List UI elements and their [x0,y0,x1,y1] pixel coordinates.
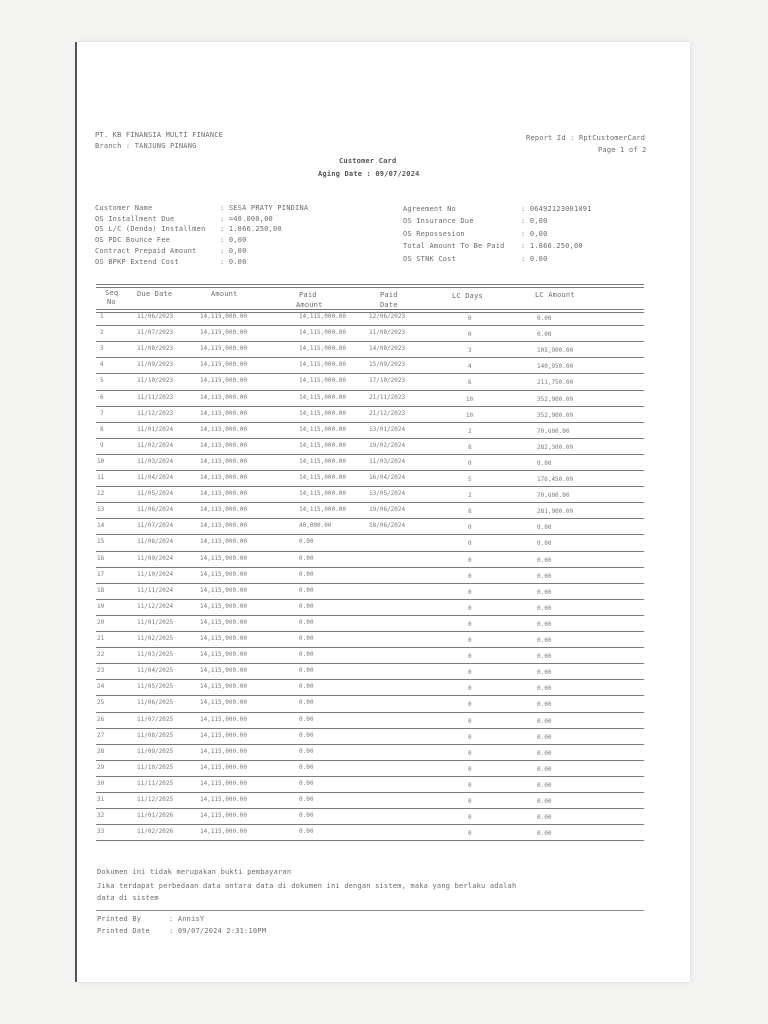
info-right-field-value: : 1.866.250,00 [521,242,583,251]
info-left-field-label: Customer Name [95,204,153,212]
due-date-cell: 11/12/2023 [137,409,174,417]
row-divider [96,486,644,487]
row-divider [96,776,644,777]
seq-cell: 18 [97,586,105,594]
lc-days-cell: 0 [468,572,472,580]
lc-amount-cell: 0.00 [537,524,552,532]
printed-by-label: Printed By [97,915,142,923]
info-left-field-value: : 0,00 [220,246,247,255]
paid-amount-cell: 0.00 [299,586,314,594]
amount-cell: 14,115,000.00 [200,635,247,642]
lc-amount-cell: 0.00 [537,315,552,322]
printed-date-value: : 09/07/2024 2:31:10PM [169,927,267,935]
amount-cell: 14,115,000.00 [200,602,247,610]
info-left-field-value: : 0,00 [220,236,247,245]
row-divider [96,390,644,391]
lc-days-cell: 0 [468,588,472,596]
info-left-field-label: OS BPKP Extend Cost [95,257,179,266]
amount-cell: 14,115,000.00 [200,667,247,675]
row-divider [96,325,644,326]
lc-amount-cell: 0.00 [537,733,552,741]
lc-days-cell: 0 [468,669,472,677]
due-date-cell: 11/04/2025 [137,667,174,675]
amount-cell: 14,115,000.00 [200,618,247,626]
due-date-cell: 11/02/2026 [137,828,174,836]
amount-cell: 14,115,000.00 [200,812,247,820]
seq-cell: 16 [97,554,105,562]
row-divider [96,840,644,841]
paid-date-cell: 14/08/2023 [369,345,406,353]
amount-cell: 14,115,000.00 [200,747,247,755]
amount-cell: 14,115,000.00 [200,441,247,449]
amount-cell: 14,115,000.00 [200,763,247,771]
company-name: PT. KB FINANSIA MULTI FINANCE [95,131,224,139]
seq-cell: 22 [97,651,105,659]
lc-days-cell: 2 [468,427,472,435]
paid-amount-cell: 0.00 [299,554,314,562]
seq-cell: 5 [100,377,104,385]
due-date-cell: 11/09/2023 [137,361,174,369]
due-date-cell: 11/08/2024 [137,538,174,546]
lc-amount-cell: 0.00 [537,572,552,580]
amount-cell: 14,115,000.00 [200,522,247,530]
info-left-field-label: OS PDC Bounce Fee [95,236,171,245]
paid-amount-cell: 0.00 [299,763,314,771]
row-divider [96,454,644,455]
due-date-cell: 11/07/2023 [137,329,174,337]
amount-cell: 14,115,000.00 [200,538,247,546]
row-divider [96,551,644,552]
due-date-cell: 11/10/2024 [137,570,174,578]
row-divider [96,744,644,745]
paid-amount-cell: 0.00 [299,651,314,659]
due-date-cell: 11/09/2025 [137,747,174,755]
col-header-paid-amount-2: Amount [296,301,323,309]
seq-cell: 12 [97,490,105,498]
paid-amount-cell: 14,115,000.00 [299,457,346,465]
amount-cell: 14,115,000.00 [200,506,247,514]
seq-cell: 9 [100,441,104,449]
lc-amount-cell: 0.00 [537,798,552,805]
aging-date: Aging Date : 09/07/2024 [318,170,420,178]
lc-amount-cell: 352,900.00 [537,411,574,419]
paid-amount-cell: 14,115,000.00 [299,345,346,353]
lc-amount-cell: 0.00 [537,604,552,612]
paid-amount-cell: 14,115,000.00 [299,361,346,369]
branch-name: Branch : TANJUNG PINANG [95,142,197,150]
row-divider [96,615,644,616]
info-left-field-label: OS Installment Due [95,214,175,223]
lc-amount-cell: 0.00 [537,620,552,628]
lc-amount-cell: 0.00 [537,830,552,838]
amount-cell: 14,115,000.00 [200,377,247,385]
seq-cell: 10 [97,457,105,465]
due-date-cell: 11/11/2025 [137,779,174,787]
lc-days-cell: 0 [468,315,472,322]
info-right-field-label: OS Insurance Due [403,217,474,226]
footer-rule [96,910,644,911]
due-date-cell: 11/07/2025 [137,715,174,723]
lc-days-cell: 6 [468,379,472,387]
lc-days-cell: 0 [468,749,472,757]
paid-amount-cell: 0.00 [299,618,314,626]
lc-amount-cell: 0.00 [537,765,552,773]
amount-cell: 14,115,000.00 [200,393,247,401]
lc-amount-cell: 0.00 [537,814,552,822]
due-date-cell: 11/09/2024 [137,554,174,562]
lc-days-cell: 0 [468,331,472,339]
lc-amount-cell: 211,750.00 [537,379,574,387]
lc-days-cell: 0 [468,459,472,467]
row-divider [96,824,644,825]
amount-cell: 14,115,000.00 [200,699,247,707]
paid-amount-cell: 0.00 [299,828,314,836]
paid-date-cell: 13/05/2024 [369,490,406,498]
paid-date-cell: 16/04/2024 [369,474,406,481]
row-divider [96,583,644,584]
paid-amount-cell: 14,115,000.00 [299,441,346,449]
paid-date-cell: 12/06/2023 [369,313,406,320]
due-date-cell: 11/12/2024 [137,602,174,610]
row-divider [96,712,644,713]
lc-days-cell: 4 [468,363,472,371]
lc-amount-cell: 0.00 [537,459,552,467]
lc-amount-cell: 0.00 [537,701,552,709]
row-divider [96,341,644,342]
row-divider [96,357,644,358]
lc-days-cell: 0 [468,685,472,693]
lc-days-cell: 0 [468,556,472,564]
seq-cell: 3 [100,345,104,353]
lc-days-cell: 10 [466,411,474,419]
lc-days-cell: 2 [468,492,472,500]
row-divider [96,728,644,729]
table-top-rule [96,284,644,288]
seq-cell: 32 [97,812,105,820]
seq-cell: 8 [100,425,104,433]
amount-cell: 14,115,000.00 [200,779,247,787]
paid-amount-cell: 14,115,000.00 [299,506,346,514]
lc-days-cell: 0 [468,524,472,532]
lc-amount-cell: 281,900.00 [537,508,574,516]
info-right-field-value: : 0,00 [521,229,548,238]
due-date-cell: 11/05/2025 [137,683,174,691]
lc-days-cell: 8 [468,508,472,516]
lc-amount-cell: 0.00 [537,685,552,693]
lc-amount-cell: 70,600.00 [537,427,570,435]
seq-cell: 25 [97,699,105,707]
lc-amount-cell: 352,900.00 [537,395,574,403]
row-divider [96,534,644,535]
seq-cell: 20 [97,618,105,626]
lc-days-cell: 3 [468,347,472,355]
document-title: Customer Card [339,157,397,165]
amount-cell: 14,115,000.00 [200,683,247,691]
info-right-field-label: Total Amount To Be Paid [403,242,505,251]
paid-amount-cell: 0.00 [299,731,314,739]
paid-date-cell: 21/12/2023 [369,409,406,417]
amount-cell: 14,115,000.00 [200,731,247,739]
due-date-cell: 11/04/2024 [137,474,174,481]
lc-amount-cell: 282,300.00 [537,443,574,451]
footer-note-1: Dokumen ini tidak merupakan bukti pembayaran [97,868,292,876]
due-date-cell: 11/02/2025 [137,635,174,642]
seq-cell: 11 [97,474,105,481]
col-header-due-date: Due Date [137,290,173,298]
due-date-cell: 11/10/2025 [137,763,174,771]
lc-days-cell: 0 [468,798,472,805]
document-page [77,42,690,982]
col-header-amount: Amount [211,290,238,298]
info-left-field-value: : 0.00 [220,257,247,266]
seq-cell: 33 [97,828,105,836]
lc-amount-cell: 105,900.00 [537,347,574,355]
lc-days-cell: 0 [468,765,472,773]
paid-date-cell: 19/02/2024 [369,441,406,449]
lc-amount-cell: 0.00 [537,653,552,661]
lc-amount-cell: 0.00 [537,749,552,757]
lc-amount-cell: 0.00 [537,588,552,596]
col-header-no: No [107,298,116,306]
lc-amount-cell: 0.00 [537,331,552,339]
paid-amount-cell: 0.00 [299,812,314,820]
info-right-field-value: : 06492123001091 [521,205,592,213]
paid-date-cell: 11/03/2024 [369,457,406,465]
row-divider [96,438,644,439]
page-number: Page 1 of 2 [598,146,647,154]
lc-amount-cell: 0.00 [537,717,552,725]
lc-days-cell: 8 [468,443,472,451]
row-divider [96,470,644,471]
paid-amount-cell: 0.00 [299,747,314,755]
paid-amount-cell: 0.00 [299,538,314,546]
lc-days-cell: 0 [468,814,472,822]
due-date-cell: 11/01/2025 [137,618,174,626]
paid-amount-cell: 0.00 [299,570,314,578]
amount-cell: 14,115,000.00 [200,329,247,337]
amount-cell: 14,115,000.00 [200,570,247,578]
due-date-cell: 11/11/2024 [137,586,174,594]
amount-cell: 14,115,000.00 [200,361,247,369]
paid-amount-cell: 0.00 [299,796,314,803]
paid-amount-cell: 40,000.00 [299,522,332,530]
row-divider [96,567,644,568]
lc-days-cell: 0 [468,637,472,644]
seq-cell: 13 [97,506,105,514]
paid-amount-cell: 0.00 [299,635,314,642]
amount-cell: 14,115,000.00 [200,651,247,659]
row-divider [96,808,644,809]
footer-note-2: Jika terdapat perbedaan data antara data di dokumen ini dengan sistem, maka yang berlaku adalah [97,882,517,890]
due-date-cell: 11/02/2024 [137,441,174,449]
due-date-cell: 11/08/2025 [137,731,174,739]
row-divider [96,631,644,632]
lc-amount-cell: 0.00 [537,540,552,548]
col-header-lc-amount: LC Amount [535,291,575,299]
amount-cell: 14,115,000.00 [200,796,247,803]
amount-cell: 14,115,000.00 [200,586,247,594]
seq-cell: 28 [97,747,105,755]
seq-cell: 23 [97,667,105,675]
paid-amount-cell: 0.00 [299,683,314,691]
info-left-field-value: : 1.866.250,00 [220,225,282,234]
paid-date-cell: 13/01/2024 [369,425,406,433]
info-left-field-value: : =40.000,00 [220,214,273,223]
amount-cell: 14,115,000.00 [200,490,247,498]
info-right-field-label: Agreement No [403,205,456,213]
paid-amount-cell: 0.00 [299,779,314,787]
amount-cell: 14,115,000.00 [200,425,247,433]
seq-cell: 26 [97,715,105,723]
seq-cell: 31 [97,796,105,803]
lc-days-cell: 5 [468,476,472,483]
seq-cell: 4 [100,361,104,369]
paid-date-cell: 19/06/2024 [369,506,406,514]
col-header-paid-date-2: Date [380,301,398,309]
lc-days-cell: 10 [466,395,474,403]
amount-cell: 14,115,000.00 [200,345,247,353]
due-date-cell: 11/06/2025 [137,699,174,707]
paid-date-cell: 21/11/2023 [369,393,406,401]
paid-amount-cell: 14,115,000.00 [299,313,346,320]
info-right-field-value: : 0.00 [521,254,548,263]
amount-cell: 14,115,000.00 [200,715,247,723]
info-left-field-label: Contract Prepaid Amount [95,246,197,255]
lc-amount-cell: 70,600.00 [537,492,570,500]
amount-cell: 14,115,000.00 [200,409,247,417]
footer-note-3: data di sistem [97,894,159,902]
amount-cell: 14,115,000.00 [200,474,247,481]
row-divider [96,406,644,407]
due-date-cell: 11/10/2023 [137,377,174,385]
lc-days-cell: 0 [468,620,472,628]
seq-cell: 17 [97,570,105,578]
seq-cell: 15 [97,538,105,546]
row-divider [96,679,644,680]
seq-cell: 6 [100,393,104,401]
paid-date-cell: 18/06/2024 [369,522,406,530]
lc-amount-cell: 0.00 [537,556,552,564]
lc-days-cell: 0 [468,540,472,548]
row-divider [96,647,644,648]
seq-cell: 1 [100,313,104,320]
lc-days-cell: 0 [468,830,472,838]
seq-cell: 29 [97,763,105,771]
report-id: Report Id : RptCustomerCard [526,134,646,142]
paid-amount-cell: 0.00 [299,667,314,675]
paid-amount-cell: 14,115,000.00 [299,329,346,337]
due-date-cell: 11/06/2023 [137,313,174,320]
seq-cell: 24 [97,683,105,691]
printed-by-value: : AnnisY [169,915,205,923]
col-header-seq: Seq [105,289,119,297]
paid-amount-cell: 14,115,000.00 [299,490,346,498]
lc-amount-cell: 0.00 [537,781,552,789]
due-date-cell: 11/01/2024 [137,425,174,433]
lc-amount-cell: 0.00 [537,669,552,677]
info-left-field-label: OS L/C (Denda) Installmen [95,225,206,234]
amount-cell: 14,115,000.00 [200,457,247,465]
row-divider [96,663,644,664]
seq-cell: 21 [97,635,105,642]
paid-amount-cell: 14,115,000.00 [299,474,346,481]
info-left-field-value: : SESA PRATY PINDINA [220,204,309,212]
paid-amount-cell: 14,115,000.00 [299,425,346,433]
paid-amount-cell: 0.00 [299,699,314,707]
paid-date-cell: 11/08/2023 [369,329,406,337]
amount-cell: 14,115,000.00 [200,554,247,562]
col-header-lc-days: LC Days [452,292,483,300]
col-header-paid-date: Paid [380,291,398,299]
paid-amount-cell: 0.00 [299,602,314,610]
seq-cell: 2 [100,329,104,337]
paid-amount-cell: 14,115,000.00 [299,393,346,401]
due-date-cell: 11/05/2024 [137,490,174,498]
paid-amount-cell: 0.00 [299,715,314,723]
row-divider [96,760,644,761]
printed-date-label: Printed Date [97,927,150,935]
seq-cell: 19 [97,602,105,610]
info-right-field-value: : 0,00 [521,217,548,226]
row-divider [96,599,644,600]
seq-cell: 30 [97,779,105,787]
lc-amount-cell: 0.00 [537,637,552,644]
lc-days-cell: 0 [468,717,472,725]
due-date-cell: 11/08/2023 [137,345,174,353]
info-right-field-label: OS Repossesion [403,229,465,238]
paid-date-cell: 17/10/2023 [369,377,406,385]
row-divider [96,373,644,374]
lc-days-cell: 0 [468,701,472,709]
row-divider [96,695,644,696]
lc-days-cell: 0 [468,733,472,741]
col-header-paid-amount: Paid [299,291,317,299]
due-date-cell: 11/12/2025 [137,796,174,803]
paid-amount-cell: 14,115,000.00 [299,377,346,385]
lc-amount-cell: 176,450.00 [537,476,574,483]
seq-cell: 27 [97,731,105,739]
amount-cell: 14,115,000.00 [200,828,247,836]
seq-cell: 7 [100,409,104,417]
row-divider [96,518,644,519]
due-date-cell: 11/07/2024 [137,522,174,530]
lc-days-cell: 0 [468,781,472,789]
due-date-cell: 11/11/2023 [137,393,174,401]
due-date-cell: 11/06/2024 [137,506,174,514]
lc-days-cell: 0 [468,604,472,612]
info-right-field-label: OS STNK Cost [403,254,456,263]
paid-date-cell: 15/09/2023 [369,361,406,369]
due-date-cell: 11/03/2024 [137,457,174,465]
row-divider [96,422,644,423]
amount-cell: 14,115,000.00 [200,313,247,320]
due-date-cell: 11/03/2025 [137,651,174,659]
seq-cell: 14 [97,522,105,530]
lc-days-cell: 0 [468,653,472,661]
row-divider [96,502,644,503]
due-date-cell: 11/01/2026 [137,812,174,820]
row-divider [96,792,644,793]
paid-amount-cell: 14,115,000.00 [299,409,346,417]
lc-amount-cell: 140,950.00 [537,363,574,371]
